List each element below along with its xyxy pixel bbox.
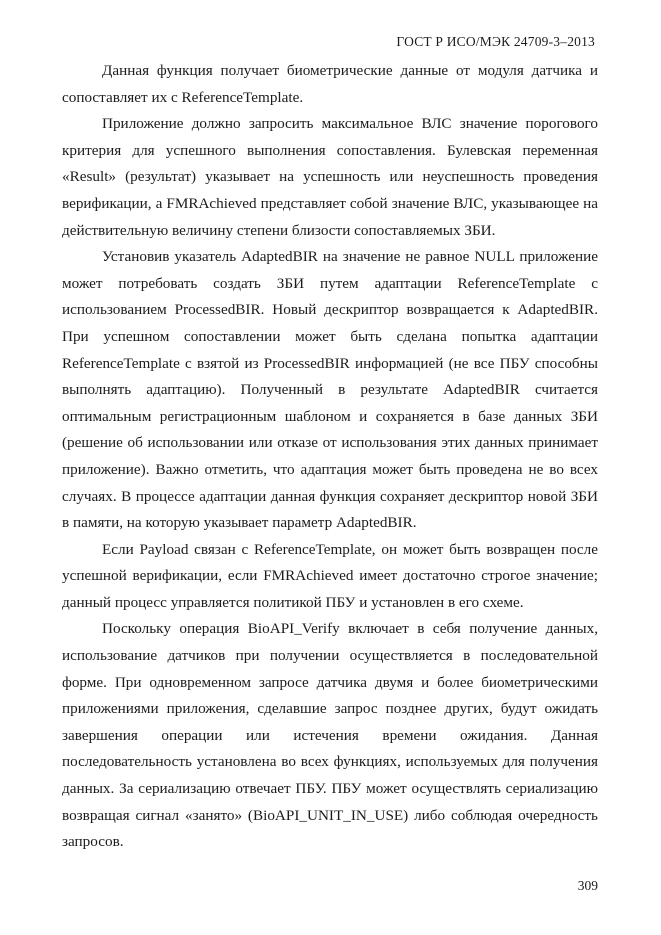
paragraph-2: Приложение должно запросить максимальное ВЛС значение порогового критерия для успешного выполнения сопоставления. Булевская переменная «Result» (результат) указывает на успешность или неуспешность проведения верификации, а FMRAchieved представляет собой значение ВЛС, указывающее на действительную величину степени близости сопоставляемых ЗБИ. <box>62 115 598 239</box>
paragraph-4: Если Payload связан с ReferenceTemplate, он может быть возвращен после успешной верификации, если FMRAchieved имеет достаточно строгое значение; данный процесс управляется политикой ПБУ и установлен в его схеме. <box>62 540 598 611</box>
document-body <box>62 58 598 856</box>
paragraph-1: Данная функция получает биометрические данные от модуля датчика и сопоставляет их с ReferenceTemplate. <box>62 62 598 106</box>
paragraph-5: Поскольку операция BioAPI_Verify включает в себя получение данных, использование датчиков при получении осуществляется в последовательной форме. При одновременном запросе датчика двумя и более биометрическими приложениями приложения, сделавшие запрос позднее других, будут ожидать завершения операции или истечения времени ожидания. Данная последовательность установлена во всех функциях, используемых для получения данных. За сериализацию отвечает ПБУ. ПБУ может осуществлять сериализацию возвращая сигнал «занято» (BioAPI_UNIT_IN_USE) либо соблюдая очередность запросов. <box>62 620 598 851</box>
paragraph-3: Установив указатель AdaptedBIR на значение не равное NULL приложение может потребовать создать ЗБИ путем адаптации ReferenceTemplate с использованием ProcessedBIR. Новый дескриптор возвращается к AdaptedBIR. При успешном сопоставлении может быть сделана попытка адаптации ReferenceTemplate с взятой из ProcessedBIR информацией (не все ПБУ способны выполнять адаптацию). Полученный в результате AdaptedBIR считается оптимальным регистрационным шаблоном и сохраняется в базе данных ЗБИ (решение об использовании или отказе от использования этих данных принимает приложение). Важно отметить, что адаптация может быть проведена не во всех случаях. В процессе адаптации данная функция сохраняет дескриптор новой ЗБИ в памяти, на которую указывает параметр AdaptedBIR. <box>62 248 598 532</box>
page-number: 309 <box>577 878 598 893</box>
standard-header: ГОСТ Р ИСО/МЭК 24709-3–2013 <box>396 34 595 49</box>
